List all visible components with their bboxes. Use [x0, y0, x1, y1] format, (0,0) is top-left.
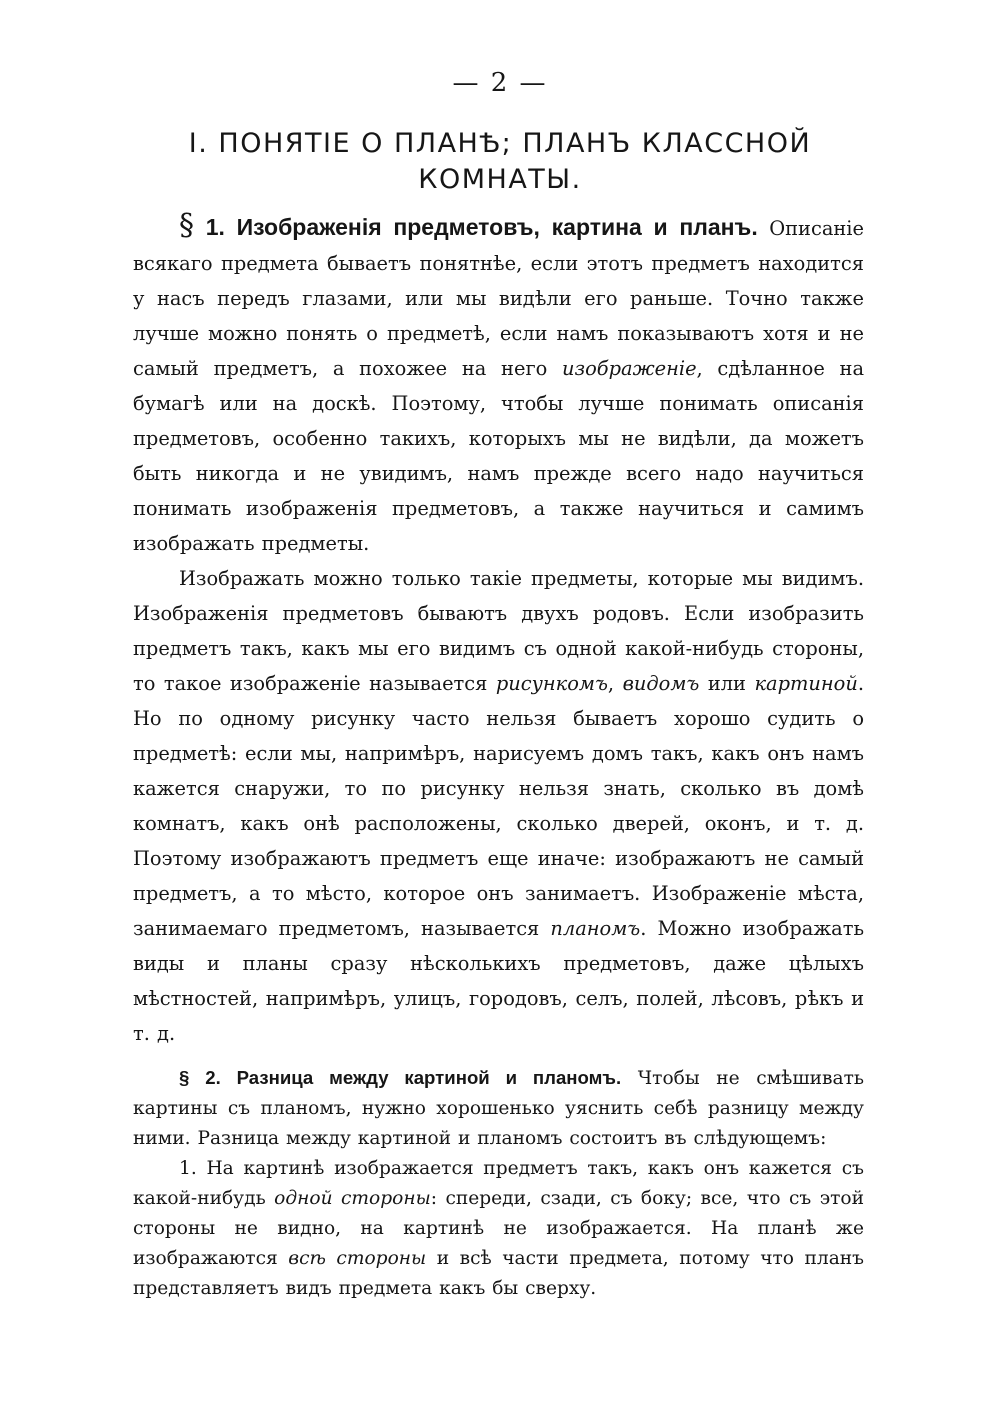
section-2-heading-text: 2. Разница между картиной и планомъ. [205, 1067, 622, 1088]
section-sign: § [179, 208, 194, 243]
section-1-p1-text: Описаніе всякаго предмета бываетъ понятнѣе, если этотъ предметъ находится у насъ передъ глазами, или мы видѣли его раньше. Точно также лучше можно понять о предметѣ, если намъ показываютъ хотя и не самый предметъ, а похожее на него [133, 217, 864, 380]
section-2-item-1-text-3: и всѣ части предмета, потому что планъ представляетъ видъ предмета какъ бы сверху. [133, 1248, 864, 1299]
section-2-heading [179, 1067, 621, 1088]
section-1-heading-text: 1. Изображенія предметовъ, картина и планъ. [205, 214, 758, 240]
emphasis-kartinoy: картиной [754, 672, 858, 695]
section-sign: § [179, 1067, 190, 1088]
emphasis-planom: планомъ [550, 917, 641, 940]
section-1-p2-text-3: . Можно изображать виды и планы сразу нѣсколькихъ предметовъ, даже цѣлыхъ мѣстностей, напримѣръ, улицъ, городовъ, селъ, полей, лѣсовъ, рѣкъ и т. д. [133, 917, 864, 1045]
section-1-p2-text-2: . Но по одному рисунку часто нельзя бываетъ хорошо судить о предметѣ: если мы, напримѣръ, нарисуемъ домъ такъ, какъ онъ намъ кажется снаружи, то по рисунку нельзя знать, сколько въ домѣ комнатъ, какъ онѣ расположены, сколько дверей, оконъ, и т. д. Поэтому изображаютъ предметъ еще иначе: изображаютъ не самый предметъ, а то мѣсто, которое онъ занимаетъ. Изображеніе мѣста, занимаемаго предметомъ, называется [133, 672, 865, 940]
section-1-p1-text-2: , сдѣланное на бумагѣ или на доскѣ. Поэтому, чтобы лучше понимать описанія предметовъ, особенно такихъ, которыхъ мы не видѣли, да можетъ быть никогда и не увидимъ, намъ прежде всего надо научиться понимать изображенія предметовъ, а также научиться и самимъ изображать предметы. [133, 357, 865, 555]
section-2 [133, 1063, 864, 1304]
page-number: — 2 — [452, 68, 548, 98]
section-1-p2-text-1: Изображать можно только такіе предметы, которые мы видимъ. Изображенія предметовъ бываютъ двухъ родовъ. Если изобразить предметъ такъ, какъ мы его видимъ съ одной какой-нибудь стороны, то такое изображеніе называется [133, 567, 864, 695]
emphasis-risunkom: рисункомъ [495, 672, 608, 695]
section-1-paragraph-2 [133, 561, 864, 1051]
section-1-paragraph-1 [133, 208, 864, 561]
section-2-item-1 [133, 1154, 864, 1304]
emphasis-izobrazhenie: изображеніе [562, 357, 697, 380]
section-1 [133, 208, 864, 1051]
emphasis-odnoy-storony: одной стороны [274, 1188, 431, 1209]
section-2-p1-text: Чтобы не смѣшивать картины съ планомъ, нужно хорошенько уяснить себѣ разницу между ними. Разница между картиной и планомъ состоитъ въ слѣдующемъ: [133, 1068, 865, 1149]
chapter-title: I. ПОНЯТІЕ О ПЛАНѢ; ПЛАНЪ КЛАССНОЙ КОМНАТЫ. [188, 128, 812, 195]
section-2-item-1-text-2: : спереди, сзади, съ боку; все, что съ этой стороны не видно, на картинѣ не изображается. На планѣ же изображаются [133, 1188, 864, 1269]
emphasis-vidom: видомъ [622, 672, 700, 695]
separator-comma: , [607, 672, 615, 695]
emphasis-vse-storony: всѣ стороны [288, 1248, 427, 1269]
section-1-heading [179, 208, 758, 243]
separator-ili: или [707, 672, 746, 695]
section-2-item-1-text-1: 1. На картинѣ изображается предметъ такъ, какъ онъ кажется съ какой-нибудь [133, 1158, 864, 1209]
section-2-paragraph-1 [133, 1063, 864, 1154]
